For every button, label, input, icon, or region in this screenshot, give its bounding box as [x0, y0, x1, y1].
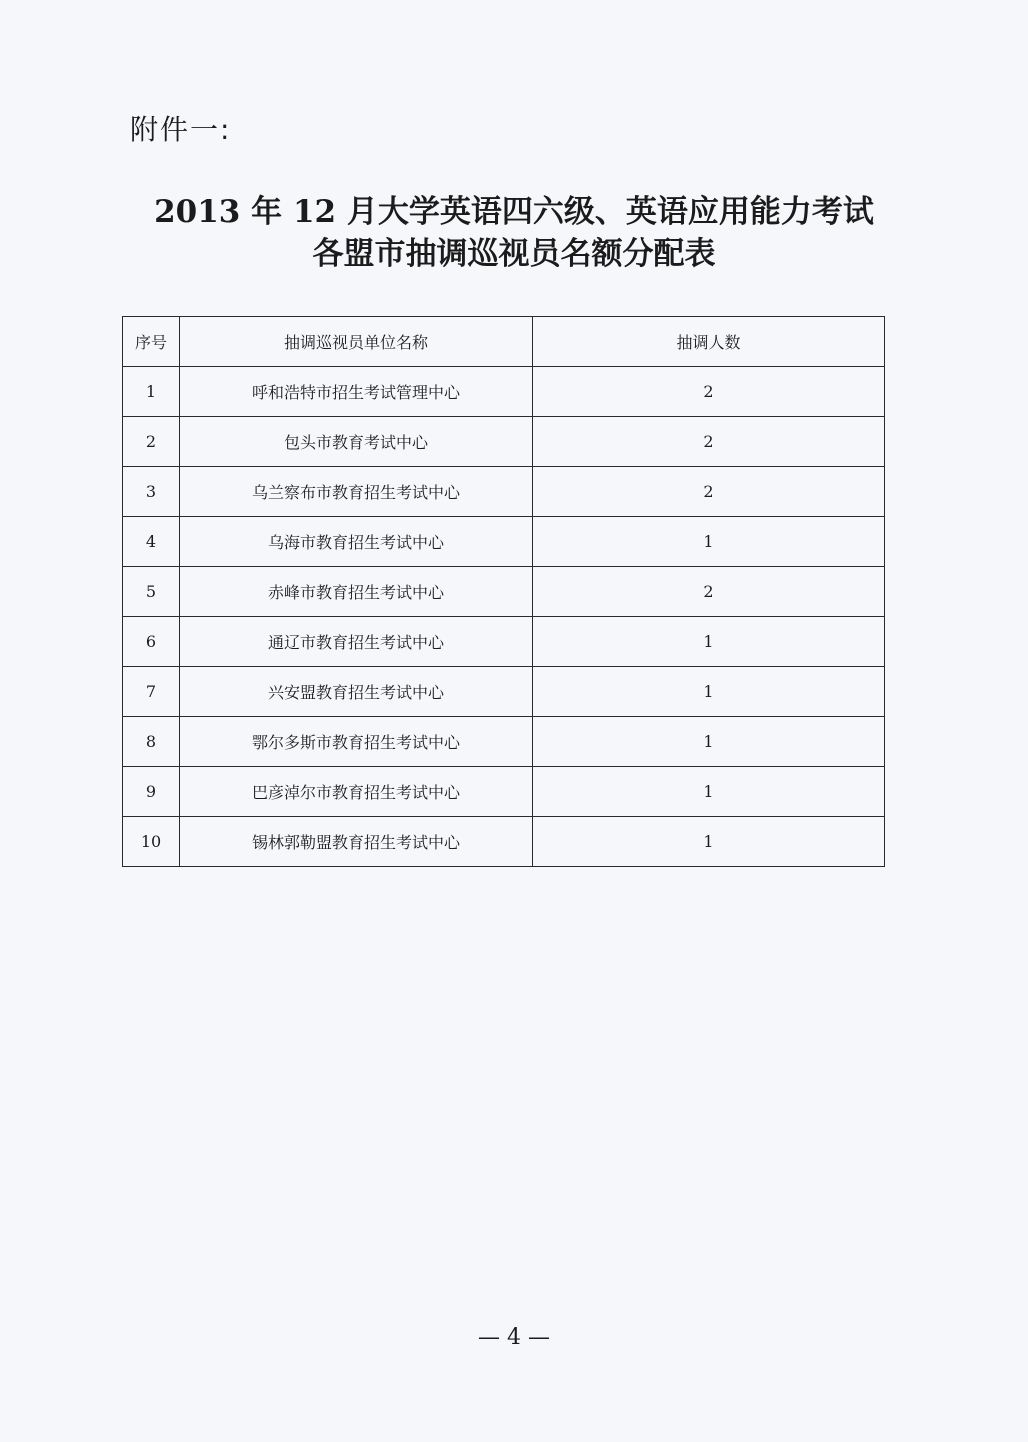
- table-row: [123, 717, 885, 767]
- table-row: [123, 467, 885, 517]
- table-row: [123, 517, 885, 567]
- table-row: [123, 567, 885, 617]
- row-no: 7: [123, 667, 180, 717]
- row-count: 1: [533, 817, 885, 867]
- row-unit: 锡林郭勒盟教育招生考试中心: [180, 817, 533, 867]
- page-number: — 4 —: [478, 1325, 550, 1350]
- row-count: 1: [533, 667, 885, 717]
- title-line-1: 2013 年 12 月大学英语四六级、英语应用能力考试: [154, 194, 874, 230]
- row-unit: 赤峰市教育招生考试中心: [180, 567, 533, 617]
- row-unit: 鄂尔多斯市教育招生考试中心: [180, 717, 533, 767]
- table-row: [123, 617, 885, 667]
- row-no: 9: [123, 767, 180, 817]
- row-count: 1: [533, 717, 885, 767]
- row-count: 1: [533, 617, 885, 667]
- row-no: 3: [123, 467, 180, 517]
- row-count: 2: [533, 567, 885, 617]
- table-row: [123, 767, 885, 817]
- row-unit: 巴彦淖尔市教育招生考试中心: [180, 767, 533, 817]
- row-no: 6: [123, 617, 180, 667]
- row-count: 2: [533, 417, 885, 467]
- table-row: [123, 417, 885, 467]
- row-no: 2: [123, 417, 180, 467]
- attachment-label: 附件一:: [130, 113, 232, 146]
- header-unit: 抽调巡视员单位名称: [180, 317, 533, 367]
- header-no: 序号: [123, 317, 180, 367]
- row-unit: 乌海市教育招生考试中心: [180, 517, 533, 567]
- row-count: 2: [533, 367, 885, 417]
- row-no: 4: [123, 517, 180, 567]
- row-unit: 通辽市教育招生考试中心: [180, 617, 533, 667]
- row-unit: 乌兰察布市教育招生考试中心: [180, 467, 533, 517]
- table-row: [123, 367, 885, 417]
- row-unit: 呼和浩特市招生考试管理中心: [180, 367, 533, 417]
- table-row: [123, 667, 885, 717]
- row-no: 5: [123, 567, 180, 617]
- table-header-row: [123, 317, 885, 367]
- row-count: 1: [533, 517, 885, 567]
- row-unit: 兴安盟教育招生考试中心: [180, 667, 533, 717]
- title-line-2: 各盟市抽调巡视员名额分配表: [312, 236, 716, 272]
- quota-table: [122, 316, 885, 867]
- row-count: 2: [533, 467, 885, 517]
- row-no: 10: [123, 817, 180, 867]
- table-row: [123, 817, 885, 867]
- row-no: 8: [123, 717, 180, 767]
- row-count: 1: [533, 767, 885, 817]
- header-count: 抽调人数: [533, 317, 885, 367]
- row-no: 1: [123, 367, 180, 417]
- row-unit: 包头市教育考试中心: [180, 417, 533, 467]
